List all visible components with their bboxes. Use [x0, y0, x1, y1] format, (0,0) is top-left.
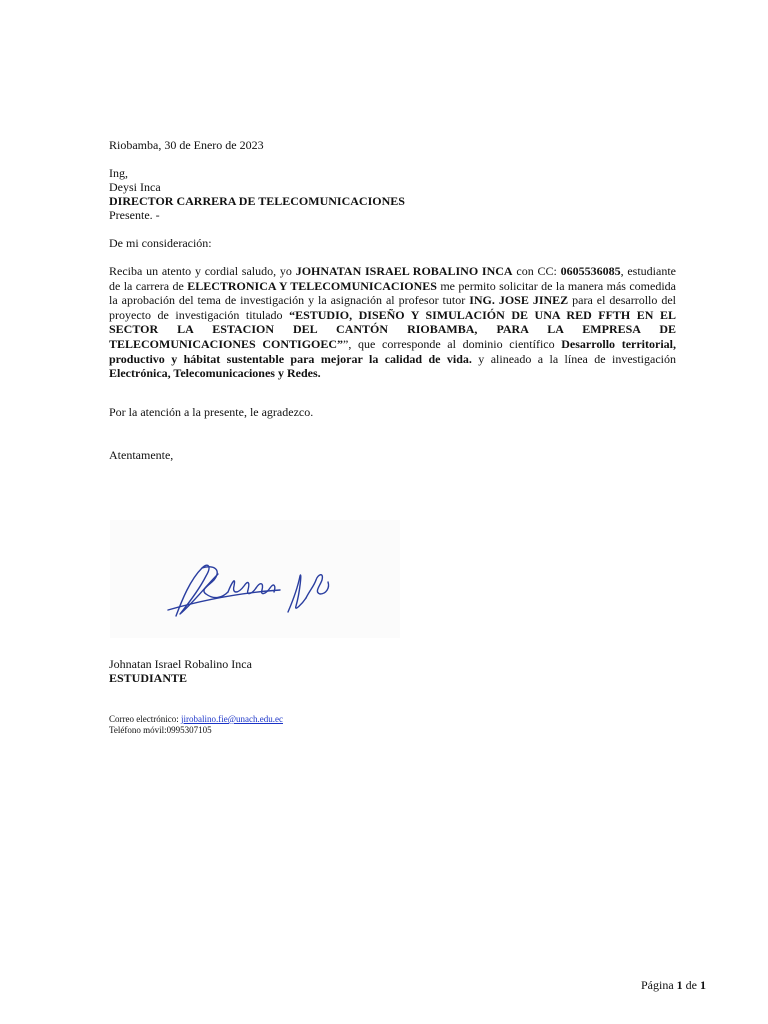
email-link[interactable]: jirobalino.fie@unach.edu.ec	[180, 714, 283, 724]
phone-label: Teléfono móvil:	[109, 725, 167, 735]
body-text: y alineado a la línea de investigación	[471, 351, 676, 366]
thanks-line: Por la atención a la presente, le agradezco.	[109, 405, 314, 419]
current-page: 1	[676, 978, 683, 992]
closing-line: Atentamente,	[109, 448, 174, 462]
presente-line: Presente. -	[109, 208, 160, 222]
body-text: ”, que corresponde al dominio científico	[343, 336, 562, 351]
page-label: Página	[641, 978, 677, 992]
body-text: con CC:	[512, 264, 561, 278]
body-text: para el desarrollo del proyecto de investigación titulado	[109, 293, 677, 322]
research-line: Electrónica, Telecomunicaciones y Redes.	[109, 366, 321, 381]
tutor-name: ING. JOSE JINEZ	[469, 293, 569, 308]
total-pages: 1	[700, 978, 706, 992]
page-of: de	[682, 978, 700, 992]
recipient-position: DIRECTOR CARRERA DE TELECOMUNICACIONES	[109, 194, 405, 208]
page-number	[641, 978, 706, 992]
greeting: De mi consideración:	[109, 236, 212, 250]
body-text: Reciba un atento y cordial saludo, yo	[109, 264, 296, 278]
body-text: me permito solicitar de la manera más comedida la aprobación del tema de investigación y la asignación al profesor tutor	[109, 278, 676, 308]
recipient-name: Deysi Inca	[109, 180, 161, 194]
email-label: Correo electrónico:	[109, 714, 181, 724]
email-line	[109, 714, 283, 725]
scientific-domain: Desarrollo territorial, productivo y hábitat sustentable para mejorar la calidad de vida.	[109, 336, 676, 366]
date-line: Riobamba, 30 de Enero de 2023	[109, 138, 264, 152]
project-title: “ESTUDIO, DISEÑO Y SIMULACIÓN DE UNA RED FFTH EN EL SECTOR LA ESTACION DEL CANTÓN RIOBAMBA, PARA LA EMPRESA DE TELECOMUNICACIONES CONTIGOEC”	[109, 307, 676, 351]
recipient-title: Ing,	[109, 166, 128, 180]
body-text: , estudiante de la carrera de	[109, 264, 676, 293]
signature-scribble	[110, 520, 400, 638]
student-name: JOHNATAN ISRAEL ROBALINO INCA	[295, 264, 513, 278]
student-id: 0605536085	[560, 264, 621, 278]
signer-name: Johnatan Israel Robalino Inca	[109, 657, 252, 671]
phone-line	[109, 725, 212, 736]
signature-image	[110, 520, 400, 638]
signer-role: ESTUDIANTE	[109, 671, 188, 685]
body-paragraph	[109, 264, 676, 381]
phone-number: 0995307105	[166, 725, 212, 735]
career-name: ELECTRONICA Y TELECOMUNICACIONES	[187, 278, 437, 293]
